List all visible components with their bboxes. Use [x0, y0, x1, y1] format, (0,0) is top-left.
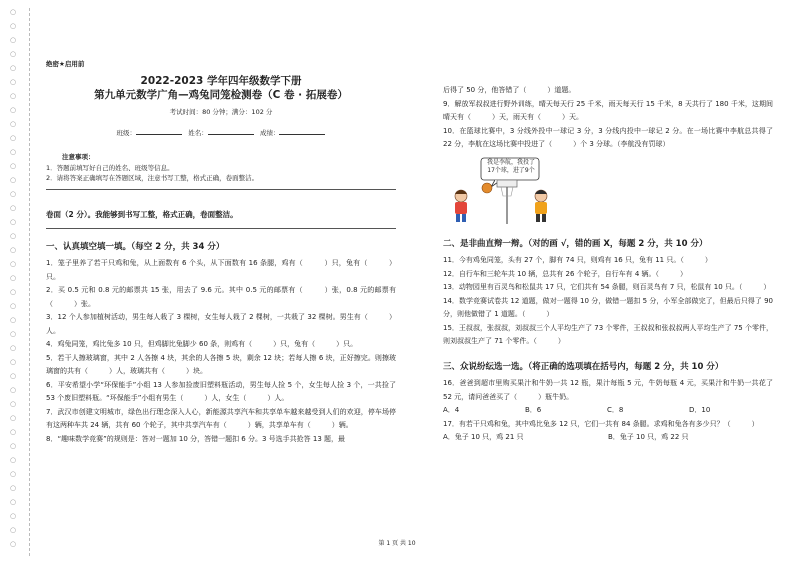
binding-dot: ○ — [10, 456, 17, 464]
question-3: 3．12 个人参加植树活动，男生每人栽了 3 棵树，女生每人栽了 2 棵树，一共栽了 32 棵树。男生有（ ）人。 — [46, 313, 396, 335]
divider — [46, 189, 396, 190]
speech-bubble-text: 我是李航，我投了 17个球，进了9个 — [486, 158, 535, 174]
binding-dot: ○ — [10, 428, 17, 436]
student-info-line — [46, 127, 396, 141]
class-field[interactable] — [136, 127, 182, 135]
binding-dot: ○ — [10, 232, 17, 240]
binding-dot: ○ — [10, 442, 17, 450]
question-2: 2．买 0.5 元和 0.8 元的邮票共 15 张，用去了 9.6 元。其中 0.5 元的邮票有（ ）张，0.8 元的邮票有（ ）张。 — [46, 286, 396, 308]
basketball-illustration — [443, 156, 773, 226]
question-16-options — [443, 404, 773, 418]
binding-dot: ○ — [10, 36, 17, 44]
binding-dot: ○ — [10, 134, 17, 142]
binding-line — [29, 8, 30, 556]
question-9: 9．解放军叔叔进行野外训练，晴天每天行 25 千米，雨天每天行 15 千米，8 天共行了 180 千米，这期间晴天有（ ）天，雨天有（ ）天。 — [443, 99, 773, 121]
binding-dot: ○ — [10, 288, 17, 296]
question-11: 11．今有鸡兔同笼，头有 27 个，脚有 74 只，则鸡有 16 只，兔有 11 只。（ ） — [443, 256, 712, 264]
question-16: 16．爸爸到超市里购买果汁和牛奶一共 12 瓶，果汁每瓶 5 元，牛奶每瓶 4 元，买果汁和牛奶一共花了 52 元，请问爸爸买了（ ）瓶牛奶。 — [443, 379, 773, 401]
question-8-continued: 后得了 50 分，他答错了（ ）道题。 — [443, 86, 576, 94]
question-17-options — [443, 431, 773, 445]
question-14: 14．数学竞赛试卷共 12 道题，做对一题得 10 分，做错一题扣 5 分，小军全部做完了，但最后只得了 90 分，则他做错了 1 道题。（ ） — [443, 296, 773, 318]
divider — [46, 228, 396, 229]
binding-dot: ○ — [10, 470, 17, 478]
notes-title: 注意事项： — [62, 152, 95, 161]
writing-score-note: 卷面（2 分）。我能够到书写工整，格式正确，卷面整洁。 — [46, 210, 238, 219]
note-item: 2．请将答案正确填写在答题区域，注意书写工整，格式正确，卷面整洁。 — [46, 173, 259, 182]
page-footer: 第 1 页 共 10 — [378, 540, 416, 547]
binding-dot: ○ — [10, 50, 17, 58]
score-label: 成绩： — [259, 129, 280, 137]
binding-dot: ○ — [10, 8, 17, 16]
binding-dot: ○ — [10, 176, 17, 184]
binding-dot: ○ — [10, 358, 17, 366]
question-12: 12．自行车和三轮车共 10 辆，总共有 26 个轮子，自行车有 4 辆。（ ） — [443, 269, 688, 278]
option-b: B．兔子 10 只，鸡 22 只 — [608, 433, 689, 441]
binding-dot: ○ — [10, 540, 17, 548]
name-field[interactable] — [208, 127, 254, 135]
binding-dot: ○ — [10, 316, 17, 324]
binding-dot: ○ — [10, 400, 17, 408]
section1-heading: 一、认真填空填一填。（每空 2 分，共 34 分） — [46, 241, 225, 252]
score-field[interactable] — [279, 127, 325, 135]
binding-dot: ○ — [10, 274, 17, 282]
question-15: 15．王叔叔，张叔叔，刘叔叔三个人平均生产了 73 个零件，王叔叔和张叔叔两人平均生产了 75 个零件，则刘叔叔生产了 71 个零件。（ ） — [443, 323, 773, 345]
name-label: 姓名： — [188, 129, 208, 137]
secret-label: 绝密★启用前 — [46, 60, 85, 68]
binding-dot: ○ — [10, 498, 17, 506]
binding-dot: ○ — [10, 204, 17, 212]
binding-dot: ○ — [10, 344, 17, 352]
binding-dot: ○ — [10, 64, 17, 72]
binding-dot: ○ — [10, 22, 17, 30]
exam-title-line1: 2022-2023 学年四年级数学下册 — [140, 74, 302, 87]
left-column — [46, 58, 396, 446]
option-a: A．4 — [443, 406, 460, 414]
question-8: 8．“趣味数学竞赛”的规则是：答对一题加 10 分，答错一题扣 6 分。3 号选手共抢答 13 题，最 — [46, 434, 346, 443]
binding-dot: ○ — [10, 92, 17, 100]
binding-dot: ○ — [10, 162, 17, 170]
note-item: 1．答题前填写好自己的姓名、班级等信息。 — [46, 164, 174, 172]
question-7: 7．武汉市创建文明城市，绿色出行理念深入人心，新能源共享汽车和共享单车越来越受到人们的欢迎，停车场停有这两种车共 24 辆，共有 60 个轮子，其中共享汽车有（ ）辆，共享单车有（ ）辆。 — [46, 407, 396, 429]
option-c: C．8 — [607, 406, 624, 414]
question-6: 6．平安希望小学“环保能手”小组 13 人参加捡废旧塑料瓶活动，男生每人捡 5 个，女生每人捡 3 个，一共捡了 53 个废旧塑料瓶。“环保能手”小组有男生（ ）人，女生（ ）人。 — [46, 380, 396, 402]
question-13: 13．动物园里有百灵鸟和松鼠共 17 只，它们共有 54 条腿，则百灵鸟有 7 只，松鼠有 10 只。（ ） — [443, 283, 771, 291]
question-5: 5．若干人擦玻璃窗，其中 2 人各擦 4 块，其余的人各擦 5 块，剩余 12 块；若每人擦 6 块，正好擦完。则擦玻璃窗的共有（ ）人，玻璃共有（ ）块。 — [46, 353, 396, 375]
right-column — [443, 84, 773, 445]
binding-dot: ○ — [10, 78, 17, 86]
question-10: 10．在篮球比赛中，3 分线外投中一球记 3 分，3 分线内投中一球记 2 分。在一场比赛中李航总共得了 22 分，李航在这场比赛中投进了（ ）个 3 分球。（李航没有罚球） — [443, 126, 773, 148]
binding-dot: ○ — [10, 218, 17, 226]
section2-heading: 二、是非曲直辩一辩。（对的画 √，错的画 X，每题 2 分，共 10 分） — [443, 238, 708, 249]
question-1: 1．笼子里养了若干只鸡和兔，从上面数有 6 个头，从下面数有 16 条腿，鸡有（ ）只，兔有（ ）只。 — [46, 259, 396, 281]
binding-dot: ○ — [10, 386, 17, 394]
binding-dot: ○ — [10, 512, 17, 520]
class-label: 班级： — [116, 129, 137, 137]
binding-dot: ○ — [10, 190, 17, 198]
exam-info: 考试时间：80 分钟；满分：102 分 — [169, 107, 273, 116]
binding-dot: ○ — [10, 260, 17, 268]
binding-dot: ○ — [10, 302, 17, 310]
binding-dot: ○ — [10, 484, 17, 492]
option-b: B．6 — [525, 406, 542, 414]
binding-dot: ○ — [10, 330, 17, 338]
binding-dot: ○ — [10, 372, 17, 380]
binding-margin — [6, 8, 34, 556]
exam-title-line2: 第九单元数学广角—鸡兔同笼检测卷（C 卷 · 拓展卷） — [94, 88, 348, 101]
binding-dot: ○ — [10, 148, 17, 156]
binding-dot: ○ — [10, 526, 17, 534]
option-a: A．兔子 10 只，鸡 21 只 — [443, 433, 524, 441]
binding-dot: ○ — [10, 414, 17, 422]
question-17: 17．有若干只鸡和兔，其中鸡比兔多 12 只，它们一共有 84 条腿。求鸡和兔各有多少只？（ ） — [443, 419, 759, 428]
question-4: 4．鸡兔同笼，鸡比兔多 10 只，但鸡脚比兔脚少 60 条，则鸡有（ ）只，兔有（ ）只。 — [46, 340, 358, 348]
binding-dot: ○ — [10, 106, 17, 114]
section3-heading: 三、众说纷纭选一选。（将正确的选项填在括号内，每题 2 分，共 10 分） — [443, 361, 724, 372]
binding-dot: ○ — [10, 120, 17, 128]
binding-dot: ○ — [10, 246, 17, 254]
option-d: D．10 — [689, 406, 711, 414]
